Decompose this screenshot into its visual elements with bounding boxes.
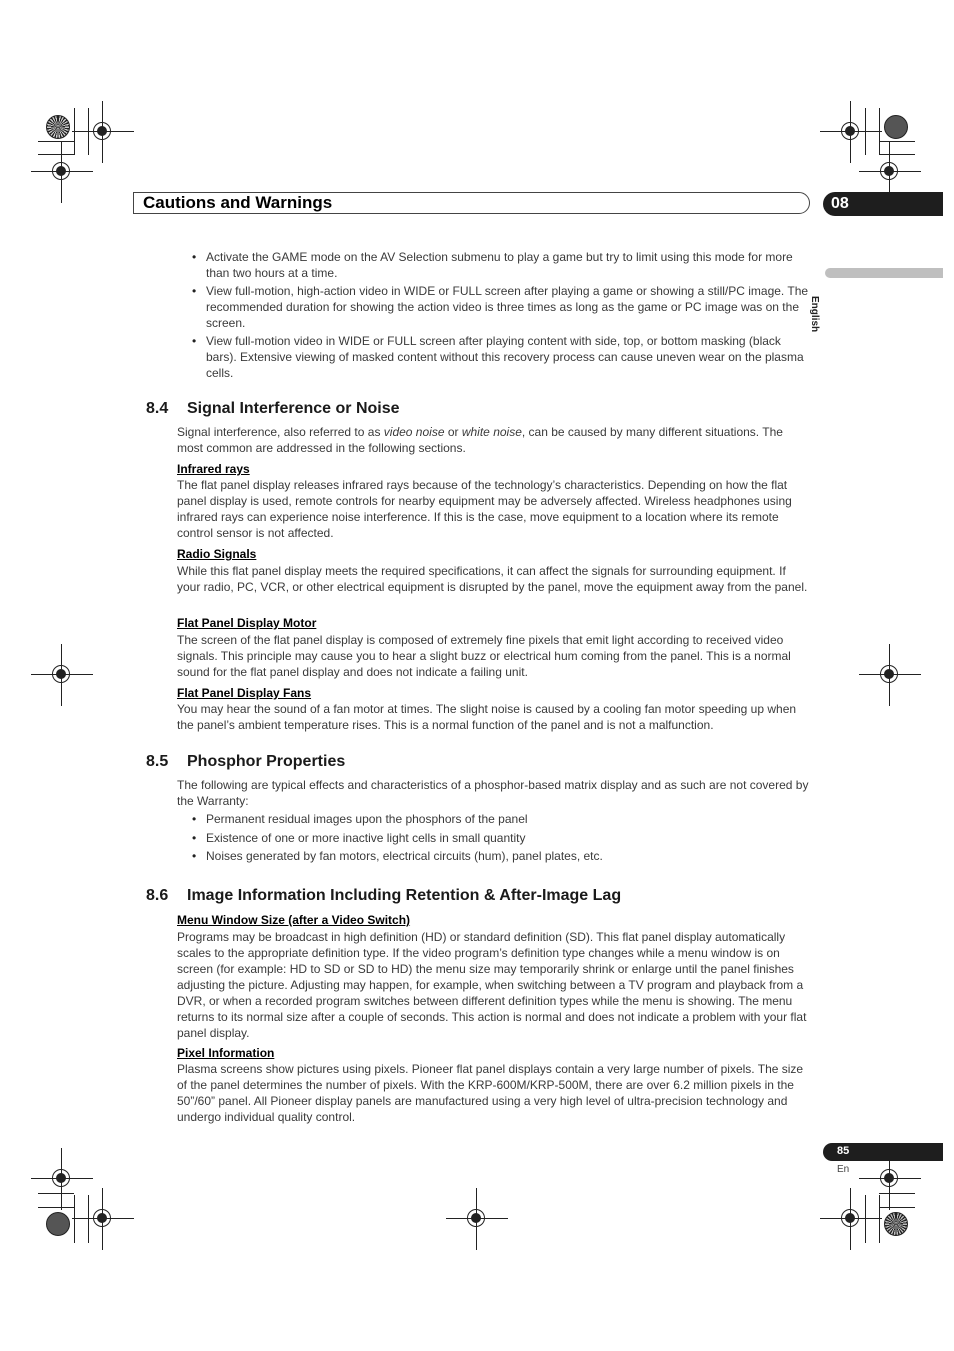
page-title: Cautions and Warnings [143,193,333,212]
section-number: 8.5 [146,753,169,770]
list-item: • Noises generated by fan motors, electrical circuits (hum), panel plates, etc. [190,848,810,864]
registration-disc-icon [46,1212,70,1236]
registration-crosshair-icon [820,1188,882,1250]
subheading-infrared: Infrared rays [177,462,250,476]
subheading-radio: Radio Signals [177,547,257,561]
section-heading [146,753,345,771]
section-title: Phosphor Properties [187,753,346,770]
paragraph-motor: The screen of the flat panel display is composed of extremely fine pixels that emit light according to received video signals. This principle may cause you to hear a slight buzz or electrical hum coming from the panel. This is a normal sound for the flat panel display and does not indicate a failing unit. [177,633,791,679]
intro-bullet-list [190,249,810,381]
registration-crosshair-icon [859,644,921,706]
intro-text: or [444,425,462,439]
list-item: • Permanent residual images upon the phosphors of the panel [190,811,810,827]
section-heading [146,887,621,905]
registration-crosshair-icon [31,644,93,706]
registration-crosshair-icon [31,141,93,203]
list-item: • View full-motion, high-action video in WIDE or FULL screen after playing a game or showing a still/PC image. The recommended duration for showing the action video is three times as long as the game or PC image was on the screen. [190,283,810,331]
registration-starburst-icon [884,1212,908,1236]
section-number: 8.4 [146,400,169,417]
paragraph-menu-window: Programs may be broadcast in high definition (HD) or standard definition (SD). This flat panel display automatically scales to the appropriate definition type. If the video program’s definition type changes while a menu window is on screen (for example: HD to SD or SD to HD) the menu size may temporarily shrink or enlarge until the panel finishes adjusting the picture. Adjusting may happen, for example, when switching between a TV program and playback from a DVR, or when a recorded program switches between different definition types while the menu is showing. The menu returns to its normal size after a couple of seconds. This action is normal and does not indicate a problem with your flat panel display. [177,930,807,1040]
section-title: Image Information Including Retention & After-Image Lag [187,887,622,904]
paragraph-fans: You may hear the sound of a fan motor at times. The slight noise is caused by a cooling fan motor speeding up when the panel’s ambient temperature rises. This is a normal function of the panel and is not a malfunction. [177,702,797,732]
paragraph-infrared: The flat panel display releases infrared rays because of the technology’s characteristics. Depending on how the flat panel display is used, remote controls for nearby equipment may be adversely affected. Wireless headphones using infrared rays can experience noise interference. If this is the case, move equipment to a location where its remote control sensor is not affected. [177,478,792,540]
intro-emphasis: white noise [461,425,522,439]
subheading-fans: Flat Panel Display Fans [177,686,312,700]
intro-emphasis: video noise [383,425,445,439]
phosphor-bullet-list [190,811,810,864]
subheading-motor: Flat Panel Display Motor [177,616,317,630]
list-item: • Existence of one or more inactive light cells in small quantity [190,830,810,846]
section-intro [177,424,810,456]
chapter-number-tab: 08 [823,192,943,216]
paragraph-pixel: Plasma screens show pictures using pixels. Pioneer flat panel displays contain a very large number of pixels. The size of the panel determines the number of pixels. With the KRP-600M/KRP-500M, there are over 6.2 million pixels in the 50”/60” panel. All Pioneer display panels are manufactured using a very high level of ultra-precision technology and undergo individual quality control. [177,1062,804,1124]
language-label: English [809,296,820,333]
registration-crosshair-icon [446,1188,508,1250]
section-intro: The following are typical effects and characteristics of a phosphor-based matrix display and as such are not covered by the Warranty: [177,778,809,808]
language-tab [825,268,943,278]
page-language-code: En [837,1164,850,1175]
registration-crosshair-icon [72,1188,134,1250]
page-number: 85 [823,1143,943,1161]
list-item: • View full-motion video in WIDE or FULL screen after playing content with side, top, or bottom masking (black bars). Extensive viewing of masked content without this recovery process can cause uneven wear on the plasma cells. [190,333,810,381]
section-title: Signal Interference or Noise [187,400,400,417]
subheading-menu-window: Menu Window Size (after a Video Switch) [177,913,411,927]
subheading-pixel: Pixel Information [177,1046,275,1060]
intro-text: , can be caused by many different situations. The most common are addressed in the following sections. [177,425,783,455]
registration-disc-icon [46,115,70,139]
list-item: • Activate the GAME mode on the AV Selection submenu to play a game but try to limit using this mode for more than two hours at a time. [190,249,810,281]
section-heading [146,400,400,418]
registration-disc-icon [884,115,908,139]
intro-text: Signal interference, also referred to as [177,425,384,439]
paragraph-radio: While this flat panel display meets the required specifications, it can affect the signals for surrounding equipment. If your radio, PC, VCR, or other electrical equipment is disrupted by the panel, move the equipment away from the panel. [177,564,808,594]
section-number: 8.6 [146,887,169,904]
